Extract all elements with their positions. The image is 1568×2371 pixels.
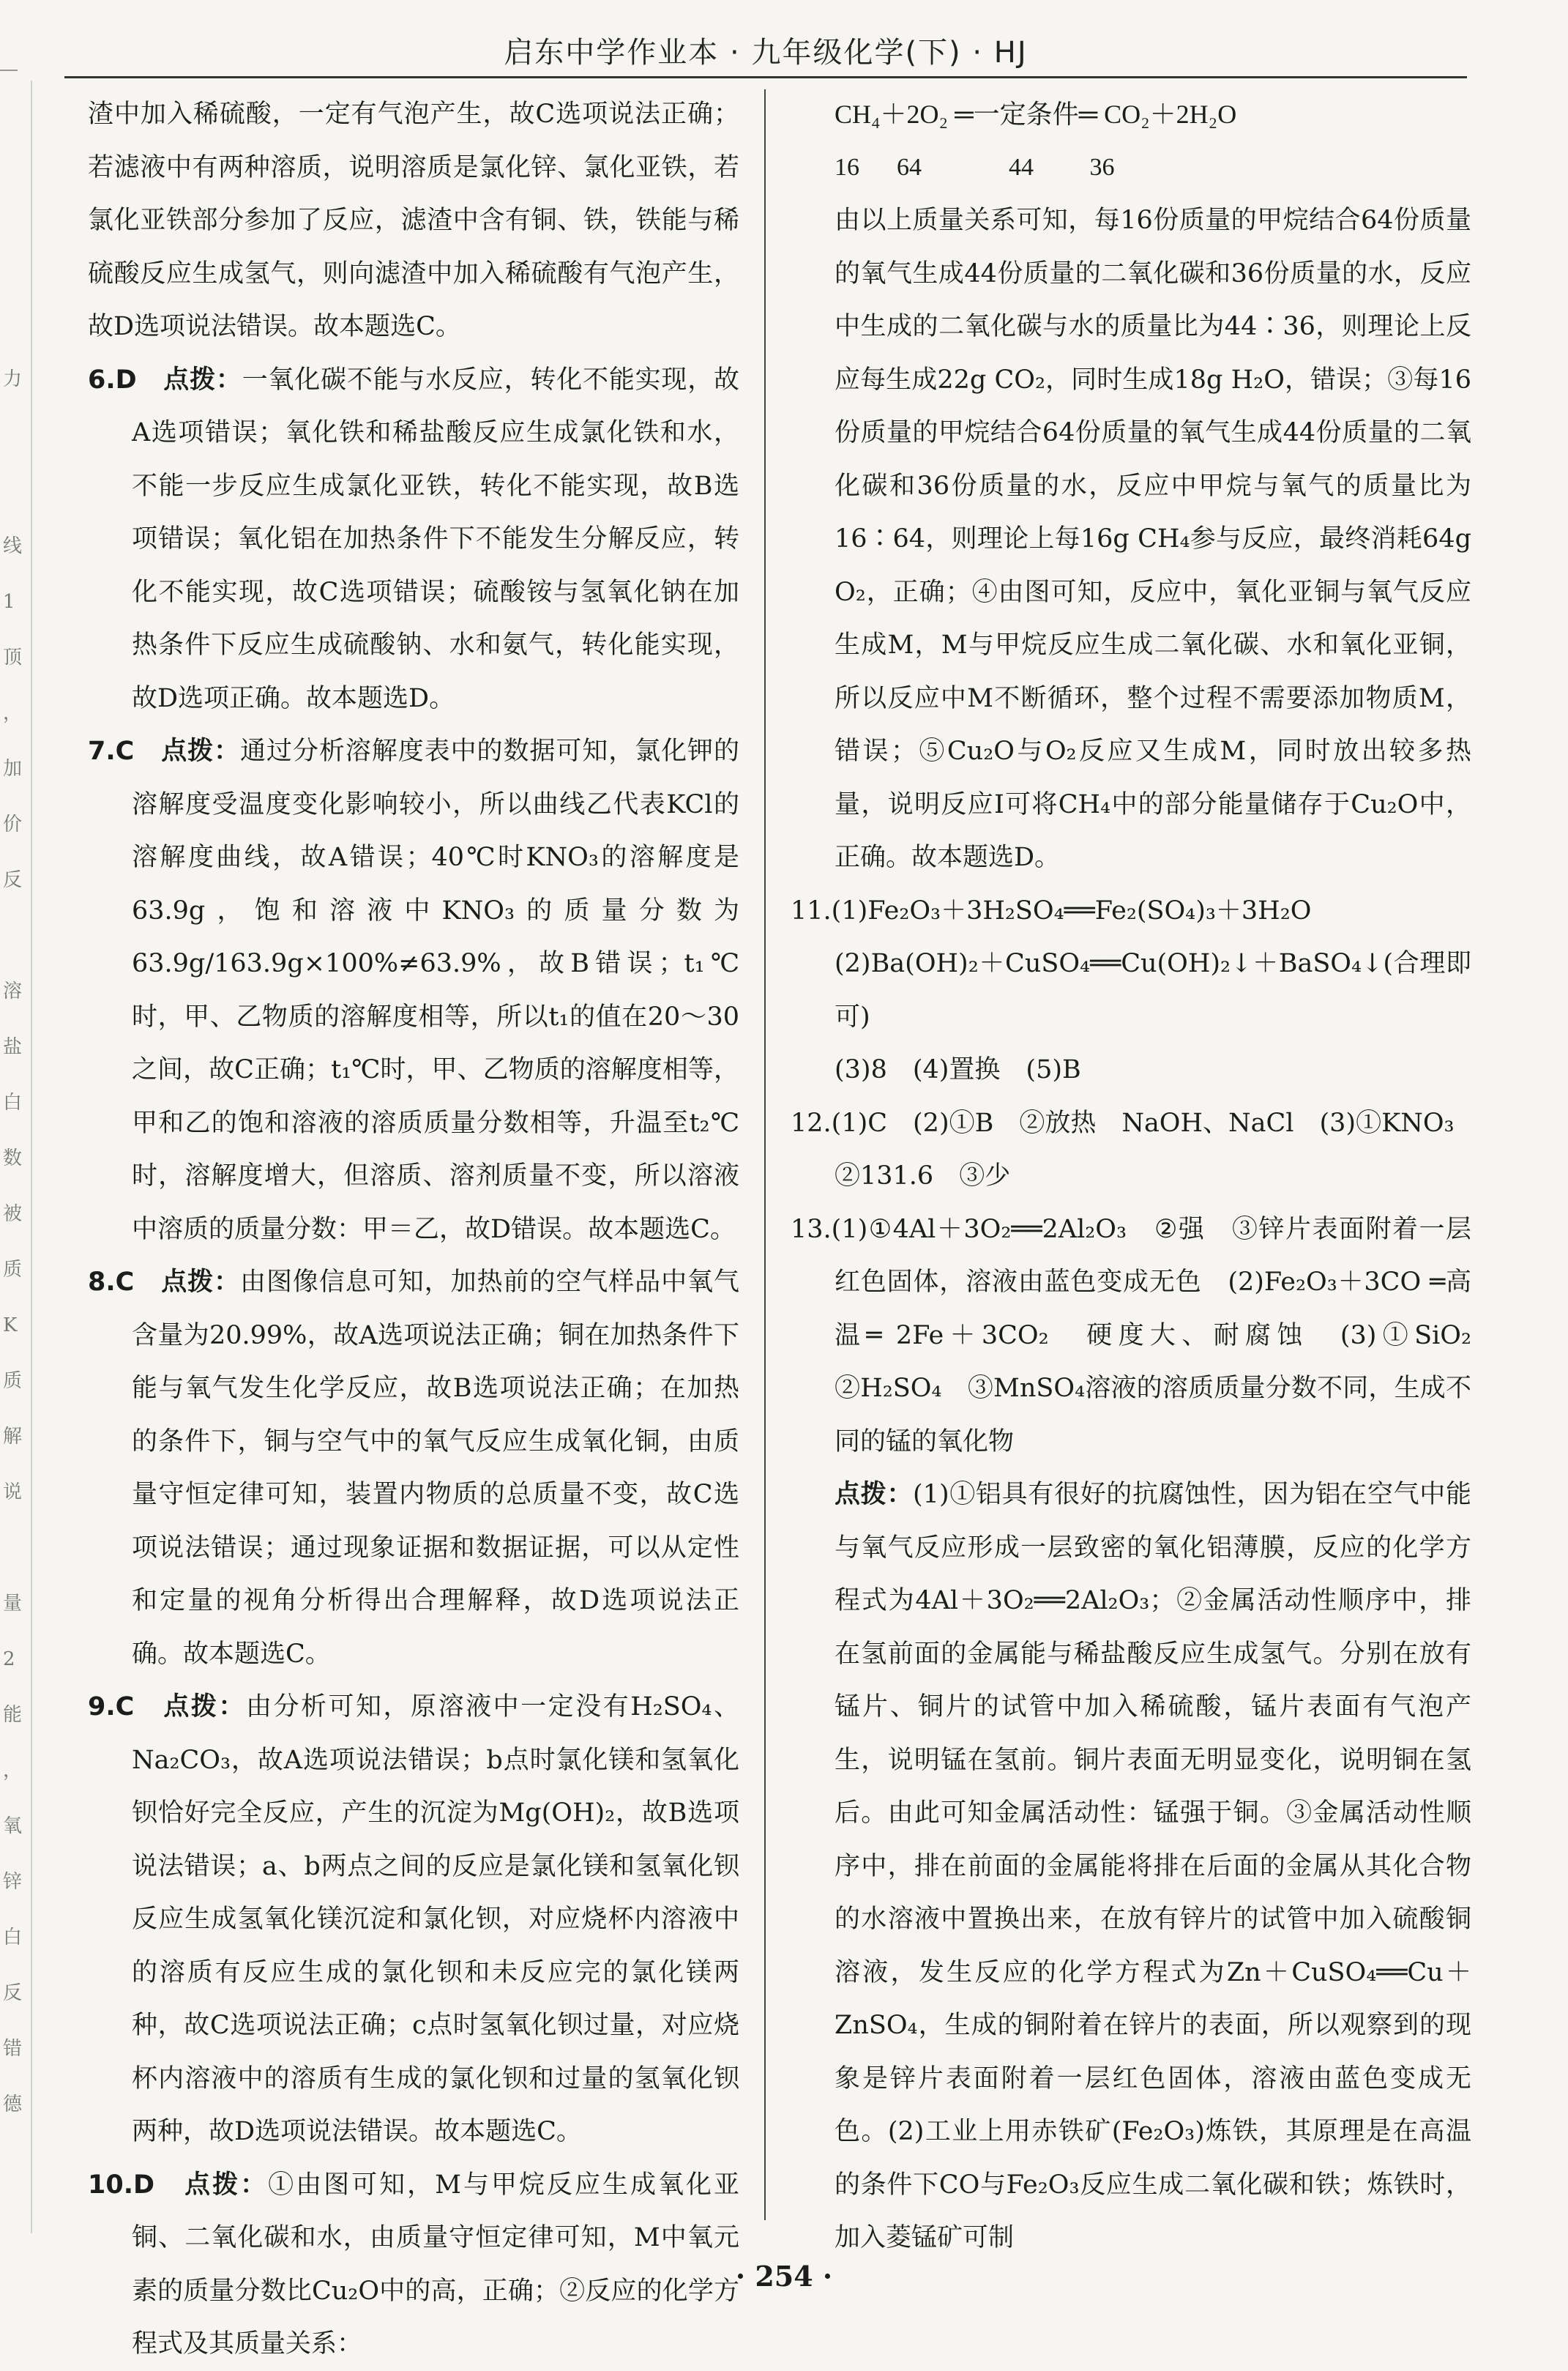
right-paragraph — [791, 1203, 1498, 1469]
answer-label: 点拨： — [835, 1480, 914, 1509]
paragraph-text: 渣中加入稀硫酸，一定有气泡产生，故C选项说法正确；若滤液中有两种溶质，说明溶质是氯化锌、氯化亚铁，若氯化亚铁部分参加了反应，滤渣中含有铜、铁，铁能与稀硫酸反应生成氢气，则向滤渣中加入稀硫酸有气泡产生，故D选项说法错误。故本题选C。 — [88, 100, 739, 341]
paragraph-text: (3)8 (4)置换 (5)B — [835, 1055, 1081, 1084]
margin-char: ， — [3, 1760, 23, 1782]
margin-char: 白 — [3, 1092, 23, 1114]
margin-char: 2 — [3, 1648, 15, 1670]
paragraph-text: (1)①铝具有很好的抗腐蚀性，因为铝在空气中能与氧气反应形成一层致密的氧化铝薄膜，反应的化学方程式为4Al＋3O₂══2Al₂O₃；②金属活动性顺序中，排在氢前面的金属能与稀盐酸反应生成氢气。分别在放有锰片、铜片的试管中加入稀硫酸，锰片表面有气泡产生，说明锰在氢前。铜片表面无明显变化，说明铜在氢后。由此可知金属活动性：锰强于铜。③金属活动性顺序中，排在前面的金属能将排在后面的金属从其化合物的水溶液中置换出来，在放有锌片的试管中加入硫酸铜溶液，发生反应的化学方程式为Zn＋CuSO₄══Cu＋ZnSO₄，生成的铜附着在锌片的表面，所以观察到的现象是锌片表面附着一层红色固体，溶液由蓝色变成无色。(2)工业上用赤铁矿(Fe₂O₃)炼铁，其原理是在高温的条件下CO与Fe₂O₃反应生成二氧化碳和铁；炼铁时，加入菱锰矿可制 — [835, 1480, 1471, 2252]
right-paragraph — [835, 141, 1471, 195]
margin-char: K — [3, 1314, 18, 1336]
paragraph-text: 16 64 44 36 — [835, 153, 1115, 181]
margin-char: 被 — [3, 1203, 23, 1225]
left-paragraph — [88, 354, 739, 726]
margin-char: 错 — [3, 2038, 23, 2060]
margin-char: 解 — [3, 1426, 23, 1448]
answer-label: 6.D 点拨： — [88, 365, 242, 395]
left-margin-rule — [31, 81, 32, 2233]
margin-char: 加 — [3, 758, 23, 780]
answer-label: 7.C 点拨： — [88, 737, 241, 766]
margin-char: 说 — [3, 1481, 23, 1503]
margin-char — [3, 908, 25, 964]
margin-char — [3, 463, 25, 518]
margin-char: 质 — [3, 1370, 23, 1392]
paragraph-text: 13.(1)①4Al＋3O₂══2Al₂O₃ ②强 ③锌片表面附着一层红色固体，溶液由蓝色变成无色 (2)Fe₂O₃＋3CO ═高温═ 2Fe＋3CO₂ 硬度大、耐腐蚀 (3)①SiO₂ ②H₂SO₄ ③MnSO₄溶液的溶质质量分数不同，生成不同的锰的氧化物 — [791, 1214, 1498, 1456]
header-title: 启东中学作业本 · 九年级化学(下) · HJ — [504, 36, 1028, 70]
paragraph-text: CH₄＋2O₂ ═一定条件═ CO₂＋2H₂O — [835, 100, 1237, 129]
paragraph-text: ①由图可知，M与甲烷反应生成氧化亚铜、二氧化碳和水，由质量守恒定律可知，M中氧元素的质量分数比Cu₂O中的高，正确；②反应的化学方程式及其质量关系： — [132, 2170, 739, 2359]
margin-char: 白 — [3, 1927, 23, 1948]
right-paragraph — [791, 1097, 1471, 1150]
margin-char: 能 — [3, 1704, 23, 1726]
paragraph-text: ②131.6 ③少 — [835, 1161, 1011, 1191]
right-paragraph — [835, 1468, 1471, 2265]
margin-char: 1 — [3, 591, 15, 613]
column-divider — [764, 89, 766, 2220]
margin-char: 质 — [3, 1259, 23, 1281]
right-paragraph — [835, 1043, 1471, 1097]
margin-char: 力 — [3, 368, 23, 390]
page-number: · 254 · — [735, 2260, 833, 2293]
left-paragraph — [88, 1680, 739, 2159]
right-column — [791, 88, 1498, 2265]
right-paragraph — [835, 1150, 1471, 1203]
left-paragraph — [88, 1256, 739, 1680]
left-paragraph — [88, 725, 739, 1256]
answer-label: 8.C 点拨： — [88, 1268, 241, 1297]
paragraph-text: 一氧化碳不能与水反应，转化不能实现，故A选项错误；氧化铁和稀盐酸反应生成氯化铁和水，不能一步反应生成氯化亚铁，转化不能实现，故B选项错误；氧化铝在加热条件下不能发生分解反应，转化不能实现，故C选项错误；硫酸铵与氢氧化钠在加热条件下反应生成硫酸钠、水和氨气，转化能实现，故D选项正确。故本题选D。 — [132, 365, 739, 713]
margin-char: 氧 — [3, 1815, 23, 1837]
running-header — [64, 29, 1467, 78]
left-column — [88, 88, 739, 2371]
right-paragraph — [791, 885, 1471, 938]
margin-char: 德 — [3, 2093, 23, 2115]
paragraph-text: 由以上质量关系可知，每16份质量的甲烷结合64份质量的氧气生成44份质量的二氧化碳和36份质量的水，反应中生成的二氧化碳与水的质量比为44∶36，则理论上反应每生成22g CO₂，同时生成18g H₂O，错误；③每16份质量的甲烷结合64份质量的氧气生成44份质量的二氧化碳和36份质量的水，反应中甲烷与氧气的质量比为16∶64，则理论上每16g CH₄参与反应，最终消耗64g O₂，正确；④由图可知，反应中，氧化亚铜与氧气反应生成M，M与甲烷反应生成二氧化碳、水和氧化亚铜，所以反应中M不断循环，整个过程不需要添加物质M，错误；⑤Cu₂O与O₂反应又生成M，同时放出较多热量，说明反应Ⅰ可将CH₄中的部分能量储存于Cu₂O中，正确。故本题选D。 — [835, 206, 1471, 872]
margin-char: 量 — [3, 1593, 23, 1615]
margin-char — [3, 1520, 25, 1576]
paragraph-text: 通过分析溶解度表中的数据可知，氯化钾的溶解度受温度变化影响较小，所以曲线乙代表KCl的溶解度曲线，故A错误；40℃时KNO₃的溶解度是63.9g，饱和溶液中KNO₃的质量分数为63.9g/163.9g×100%≠63.9%，故B错误；t₁℃时，甲、乙物质的溶解度相等，所以t₁的值在20～30之间，故C正确；t₁℃时，甲、乙物质的溶解度相等，甲和乙的饱和溶液的溶质质量分数相等，升温至t₂℃时，溶解度增大，但溶质、溶剂质量不变，所以溶液中溶质的质量分数：甲＝乙，故D错误。故本题选C。 — [132, 737, 739, 1244]
margin-char: 顶 — [3, 647, 23, 669]
margin-char — [3, 407, 25, 463]
margin-char: 线 — [3, 535, 23, 557]
margin-char: 锌 — [3, 1871, 23, 1893]
adjacent-page-fragment — [3, 351, 25, 2132]
paragraph-text: 由分析可知，原溶液中一定没有H₂SO₄、Na₂CO₃，故A选项说法错误；b点时氯化镁和氢氧化钡恰好完全反应，产生的沉淀为Mg(OH)₂，故B选项说法错误；a、b两点之间的反应是氯化镁和氢氧化钡反应生成氢氧化镁沉淀和氯化钡，对应烧杯内溶液中的溶质有反应生成的氯化钡和未反应完的氯化镁两种，故C选项说法正确；c点时氢氧化钡过量，对应烧杯内溶液中的溶质有生成的氯化钡和过量的氢氧化钡两种，故D选项说法错误。故本题选C。 — [132, 1692, 739, 2146]
answer-label: 10.D 点拨： — [88, 2170, 269, 2200]
margin-char: 溶 — [3, 980, 23, 1002]
margin-char: 反 — [3, 869, 23, 891]
left-paragraph — [88, 88, 739, 354]
answer-label: 9.C 点拨： — [88, 1692, 246, 1722]
margin-char: 盐 — [3, 1036, 23, 1058]
margin-char: 反 — [3, 1982, 23, 2004]
paragraph-text: 12.(1)C (2)①B ②放热 NaOH、NaCl (3)①KNO₃ — [791, 1108, 1455, 1138]
margin-char: ， — [3, 702, 23, 724]
right-paragraph — [835, 194, 1471, 885]
right-paragraph — [835, 937, 1471, 1043]
right-paragraph — [835, 88, 1471, 141]
paragraph-text: 11.(1)Fe₂O₃＋3H₂SO₄══Fe₂(SO₄)₃＋3H₂O — [791, 896, 1312, 926]
paragraph-text: (2)Ba(OH)₂＋CuSO₄══Cu(OH)₂↓＋BaSO₄↓(合理即可) — [835, 949, 1471, 1032]
margin-char: 价 — [3, 814, 23, 835]
paragraph-text: 由图像信息可知，加热前的空气样品中氧气含量为20.99%，故A选项说法正确；铜在加热条件下能与氧气发生化学反应，故B选项说法正确；在加热的条件下，铜与空气中的氧气反应生成氧化铜，由质量守恒定律可知，装置内物质的总质量不变，故C选项说法错误；通过现象证据和数据证据，可以从定性和定量的视角分析得出合理解释，故D选项说法正确。故本题选C。 — [132, 1268, 739, 1669]
margin-char: 数 — [3, 1147, 23, 1169]
edge-tick — [0, 70, 18, 71]
